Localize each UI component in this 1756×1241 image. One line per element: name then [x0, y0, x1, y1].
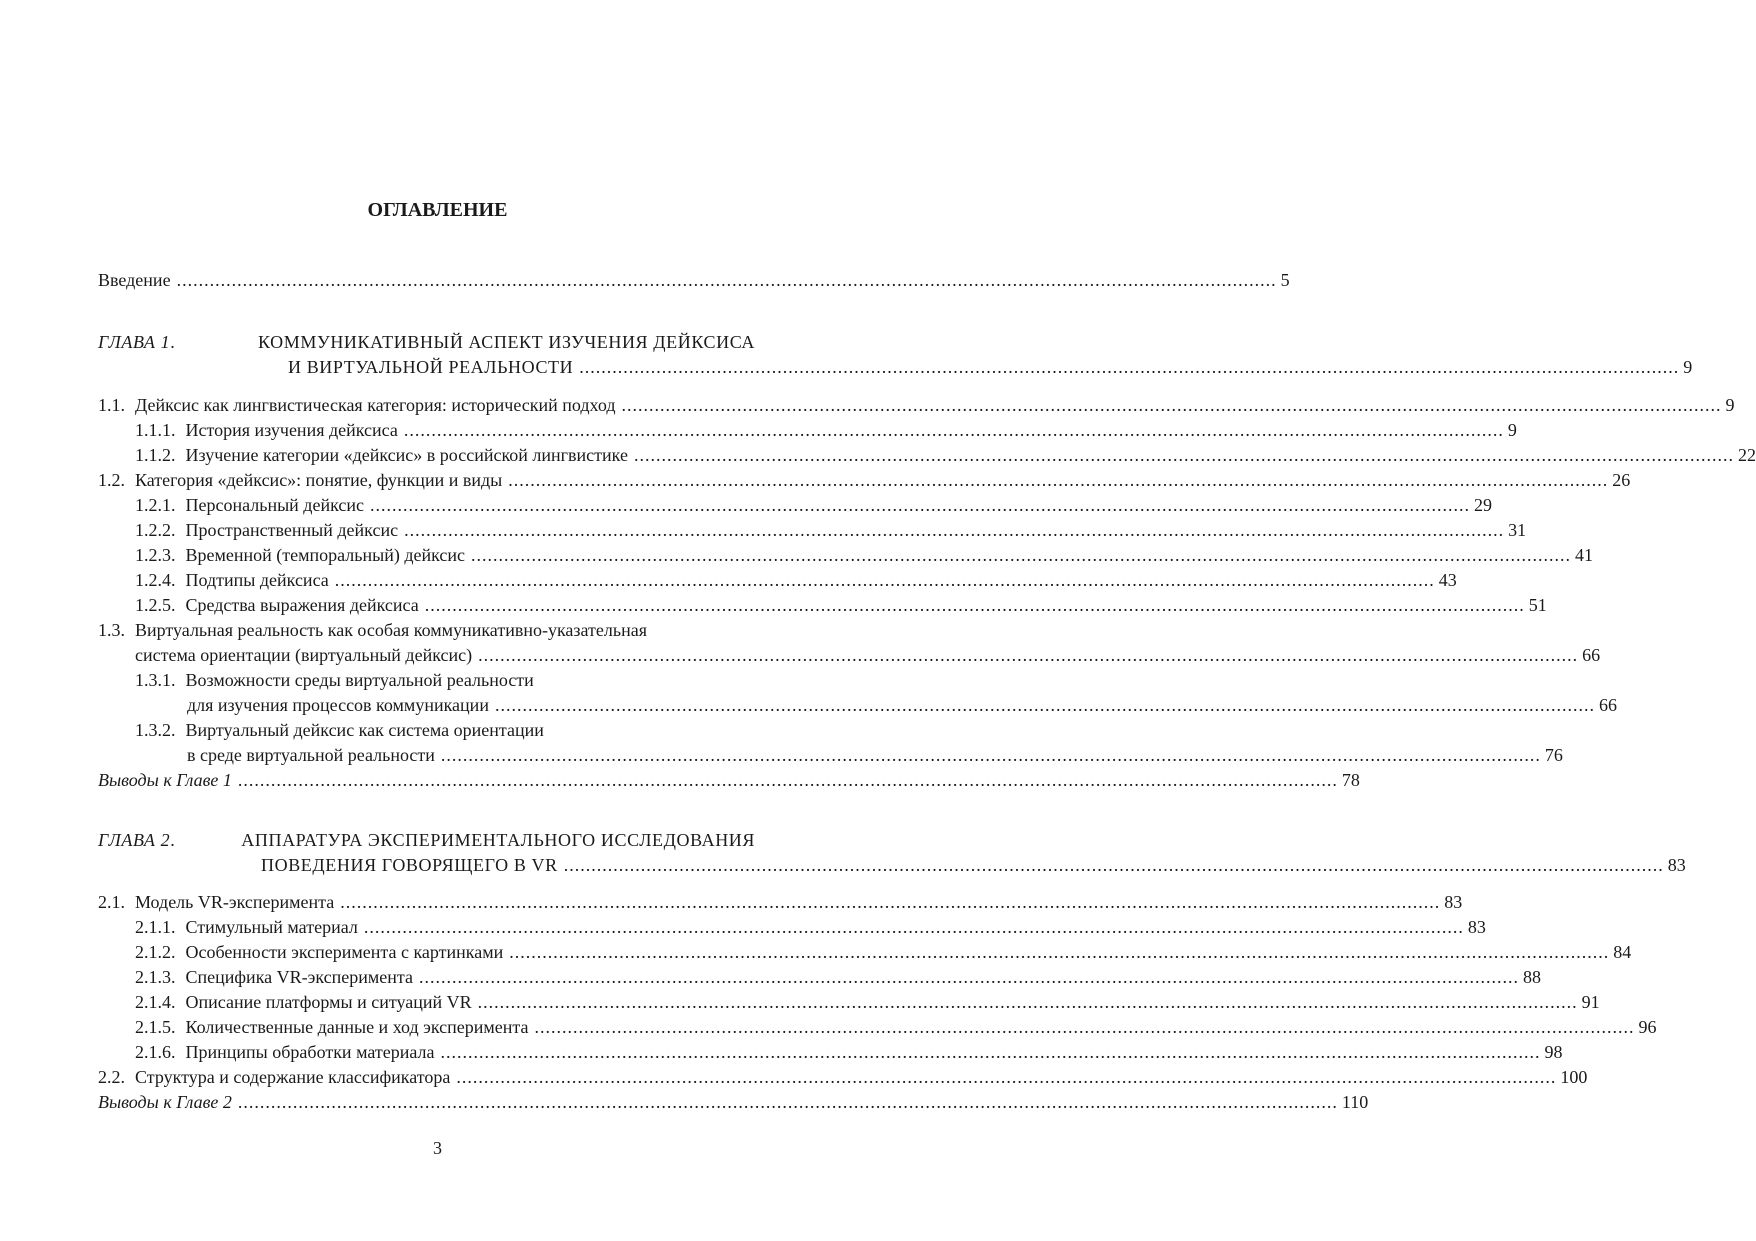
toc-entry-text: Виртуальная реальность как особая коммуникативно-указательная: [135, 620, 647, 640]
chapter-2-prefix: ГЛАВА 2: [98, 830, 171, 850]
toc-entry[interactable]: [135, 543, 1594, 568]
toc-entry-number: 1.2.4.: [135, 570, 176, 590]
toc-entry-number: 1.2.3.: [135, 545, 176, 565]
dot-leader: ........................................................................................................................................................................................................: [509, 942, 1610, 962]
toc-entry-number: 2.1.4.: [135, 992, 176, 1012]
dot-leader: ........................................................................................................................................................................................................: [534, 1017, 1635, 1037]
dot-leader: ........................................................................................................................................................................................................: [563, 855, 1664, 875]
toc-entry-number: 1.2.5.: [135, 595, 176, 615]
dot-leader: ........................................................................................................................................................................................................: [370, 495, 1470, 515]
toc-entry[interactable]: [98, 890, 1463, 915]
toc-entry-label: [135, 568, 329, 593]
toc-page-number: 88: [1523, 967, 1542, 987]
toc-entry-text: в среде виртуальной реальности: [187, 745, 435, 765]
dot-leader: ........................................................................................................................................................................................................: [419, 967, 1520, 987]
dot-leader: ........................................................................................................................................................................................................: [633, 445, 1734, 465]
toc-entry-text: Структура и содержание классификатора: [135, 1067, 451, 1087]
chapter-2-title-line1-wrap: ГЛАВА 2.: [98, 830, 176, 850]
dot-leader: ........................................................................................................................................................................................................: [494, 695, 1595, 715]
toc-entry[interactable]: [135, 965, 1542, 990]
toc-entry-text: Специфика VR-эксперимента: [185, 967, 414, 987]
toc-page-number: 76: [1544, 745, 1563, 765]
toc-entry-number: 1.3.2.: [135, 720, 176, 740]
toc-entry-1-3-line1[interactable]: [98, 618, 647, 643]
toc-entry[interactable]: [135, 1040, 1563, 1065]
toc-entry-1-3-2-line1[interactable]: [135, 718, 544, 743]
toc-entry-1-3-line2[interactable]: [135, 643, 1601, 668]
dot-leader: ........................................................................................................................................................................................................: [237, 770, 1338, 790]
dot-leader: ........................................................................................................................................................................................................: [404, 520, 1505, 540]
toc-entry[interactable]: [98, 393, 1735, 418]
chapter-1-title-line1-wrap: ГЛАВА 1.: [98, 332, 176, 352]
toc-entry-text: Принципы обработки материала: [185, 1042, 435, 1062]
toc-entry-number: 1.2.2.: [135, 520, 176, 540]
toc-page-number: 22: [1737, 445, 1756, 465]
toc-entry-1-3-2-line2[interactable]: [187, 743, 1563, 768]
toc-entry[interactable]: [135, 568, 1457, 593]
toc-entry[interactable]: [135, 443, 1756, 468]
toc-page-number: 66: [1598, 695, 1617, 715]
toc-page-number: 83: [1467, 917, 1486, 937]
toc-entry-text: Виртуальный дейксис как система ориентации: [185, 720, 544, 740]
toc-entry[interactable]: [135, 493, 1492, 518]
dot-leader: ........................................................................................................................................................................................................: [456, 1067, 1557, 1087]
toc-page-number: 9: [1725, 395, 1735, 415]
toc-entry-label: Выводы к Главе 2: [98, 1092, 232, 1112]
toc-entry-text: Возможности среды виртуальной реальности: [185, 670, 534, 690]
toc-entry-label: [135, 518, 398, 543]
dot-leader: ........................................................................................................................................................................................................: [477, 992, 1578, 1012]
toc-entry-text: Количественные данные и ход эксперимента: [185, 1017, 529, 1037]
toc-page-number: 91: [1581, 992, 1600, 1012]
dot-leader: ........................................................................................................................................................................................................: [363, 917, 1464, 937]
toc-page-number: 100: [1560, 1067, 1588, 1087]
toc-entry-text: Описание платформы и ситуаций VR: [185, 992, 472, 1012]
dot-leader: ........................................................................................................................................................................................................: [621, 395, 1722, 415]
page-title: ОГЛАВЛЕНИЕ: [367, 199, 508, 221]
toc-page-number: 66: [1582, 645, 1601, 665]
toc-page-number: 26: [1612, 470, 1631, 490]
toc-entry-label: Выводы к Главе 1: [98, 770, 232, 790]
dot-leader: ........................................................................................................................................................................................................: [440, 745, 1541, 765]
toc-entry-label: [135, 965, 413, 990]
page-number: 3: [433, 1138, 442, 1158]
toc-page-number: 110: [1341, 1092, 1369, 1112]
toc-entry-number: 1.3.1.: [135, 670, 176, 690]
toc-entry-label: [135, 990, 472, 1015]
toc-entry-number: 1.1.: [98, 395, 125, 415]
toc-entry-label: [135, 543, 465, 568]
chapter-2-title-line1: АППАРАТУРА ЭКСПЕРИМЕНТАЛЬНОГО ИССЛЕДОВАНИЯ: [241, 830, 755, 850]
toc-entry-number: 2.1.2.: [135, 942, 176, 962]
toc-entry-text: Категория «дейксис»: понятие, функции и виды: [135, 470, 503, 490]
toc-entry[interactable]: [135, 593, 1547, 618]
toc-entry-text: Особенности эксперимента с картинками: [185, 942, 504, 962]
toc-entry-number: 1.2.1.: [135, 495, 176, 515]
chapter-2-heading-line2[interactable]: [98, 853, 1686, 878]
chapter-2-heading[interactable]: [98, 828, 755, 853]
chapter-1-title-line2: И ВИРТУАЛЬНОЙ РЕАЛЬНОСТИ: [288, 357, 574, 377]
toc-entry-text: Персональный дейксис: [185, 495, 364, 515]
toc-entry[interactable]: [98, 1065, 1588, 1090]
toc-entry-label: [135, 940, 503, 965]
toc-entry-number: 2.1.5.: [135, 1017, 176, 1037]
toc-entry[interactable]: [135, 1015, 1657, 1040]
toc-entry-conclusions-2[interactable]: [98, 1090, 1369, 1115]
toc-entry-text: Средства выражения дейксиса: [185, 595, 419, 615]
toc-entry-number: 2.1.1.: [135, 917, 176, 937]
toc-entry-number: 2.2.: [98, 1067, 125, 1087]
dot-leader: ........................................................................................................................................................................................................: [176, 270, 1277, 290]
toc-entry[interactable]: [135, 940, 1632, 965]
chapter-1-heading[interactable]: [98, 330, 755, 355]
toc-entry-text: система ориентации (виртуальный дейксис): [135, 645, 473, 665]
chapter-1-heading-line2[interactable]: [98, 355, 1693, 380]
toc-entry-label: [135, 1040, 434, 1065]
toc-entry-text: История изучения дейксиса: [185, 420, 398, 440]
toc-page-number: 9: [1683, 357, 1693, 377]
toc-entry[interactable]: [135, 418, 1517, 443]
toc-entry-1-3-1-line2[interactable]: [187, 693, 1617, 718]
toc-page-number: 41: [1575, 545, 1594, 565]
toc-entry-text: Пространственный дейксис: [185, 520, 399, 540]
toc-page-number: 83: [1444, 892, 1463, 912]
toc-entry-number: 2.1.: [98, 892, 125, 912]
toc-entry-label: [135, 593, 419, 618]
toc-entry-text: Временной (темпоральный) дейксис: [185, 545, 466, 565]
toc-entry-text: для изучения процессов коммуникации: [187, 695, 489, 715]
toc-entry-label: [135, 915, 358, 940]
toc-entry-text: Модель VR-эксперимента: [135, 892, 335, 912]
toc-page-number: 43: [1438, 570, 1457, 590]
toc-page-number: 98: [1544, 1042, 1563, 1062]
chapter-2-title-line2: ПОВЕДЕНИЯ ГОВОРЯЩЕГО В VR: [261, 855, 558, 875]
toc-page-number: 9: [1507, 420, 1517, 440]
toc-entry-intro[interactable]: [98, 268, 1290, 293]
dot-leader: ........................................................................................................................................................................................................: [508, 470, 1609, 490]
dot-leader: ........................................................................................................................................................................................................: [440, 1042, 1541, 1062]
toc-page-number: 83: [1667, 855, 1686, 875]
toc-entry-number: 1.1.1.: [135, 420, 176, 440]
toc-page-number: 78: [1341, 770, 1360, 790]
toc-entry-label: [98, 468, 502, 493]
chapter-1-prefix: ГЛАВА 1: [98, 332, 171, 352]
dot-leader: ........................................................................................................................................................................................................: [471, 545, 1572, 565]
toc-entry-number: 1.1.2.: [135, 445, 176, 465]
toc-entry[interactable]: [135, 518, 1527, 543]
toc-entry-text: Подтипы дейксиса: [185, 570, 329, 590]
toc-entry-label: [98, 393, 616, 418]
toc-entry-1-3-1-line1[interactable]: [135, 668, 534, 693]
chapter-1-title-line1: КОММУНИКАТИВНЫЙ АСПЕКТ ИЗУЧЕНИЯ ДЕЙКСИСА: [258, 332, 755, 352]
toc-entry-number: 1.3.: [98, 620, 125, 640]
toc-entry-number: 2.1.6.: [135, 1042, 176, 1062]
toc-entry[interactable]: [135, 915, 1486, 940]
toc-entry-label: [135, 443, 628, 468]
toc-page-number: 5: [1280, 270, 1290, 290]
toc-entry-conclusions-1[interactable]: [98, 768, 1360, 793]
toc-entry-label: [135, 493, 364, 518]
dot-leader: ........................................................................................................................................................................................................: [334, 570, 1435, 590]
toc-entry-text: Дейксис как лингвистическая категория: исторический подход: [135, 395, 616, 415]
toc-entry-label: [135, 418, 398, 443]
toc-page-number: 29: [1474, 495, 1492, 515]
dot-leader: ........................................................................................................................................................................................................: [403, 420, 1504, 440]
toc-entry-number: 2.1.3.: [135, 967, 176, 987]
toc-entry-label: [135, 1015, 529, 1040]
toc-entry-label: Введение: [98, 270, 171, 290]
toc-entry[interactable]: [98, 468, 1631, 493]
toc-entry[interactable]: [135, 990, 1600, 1015]
toc-entry-text: Стимульный материал: [185, 917, 358, 937]
toc-page-number: 51: [1528, 595, 1547, 615]
toc-entry-label: [98, 890, 334, 915]
dot-leader: ........................................................................................................................................................................................................: [340, 892, 1441, 912]
dot-leader: ........................................................................................................................................................................................................: [237, 1092, 1338, 1112]
toc-entry-number: 1.2.: [98, 470, 125, 490]
toc-page-number: 96: [1638, 1017, 1657, 1037]
dot-leader: ........................................................................................................................................................................................................: [424, 595, 1525, 615]
toc-page-number: 31: [1508, 520, 1527, 540]
toc-entry-label: [98, 1065, 450, 1090]
toc-page-number: 84: [1613, 942, 1632, 962]
dot-leader: ........................................................................................................................................................................................................: [478, 645, 1579, 665]
toc-entry-text: Изучение категории «дейксис» в российской лингвистике: [185, 445, 628, 465]
dot-leader: ........................................................................................................................................................................................................: [579, 357, 1680, 377]
